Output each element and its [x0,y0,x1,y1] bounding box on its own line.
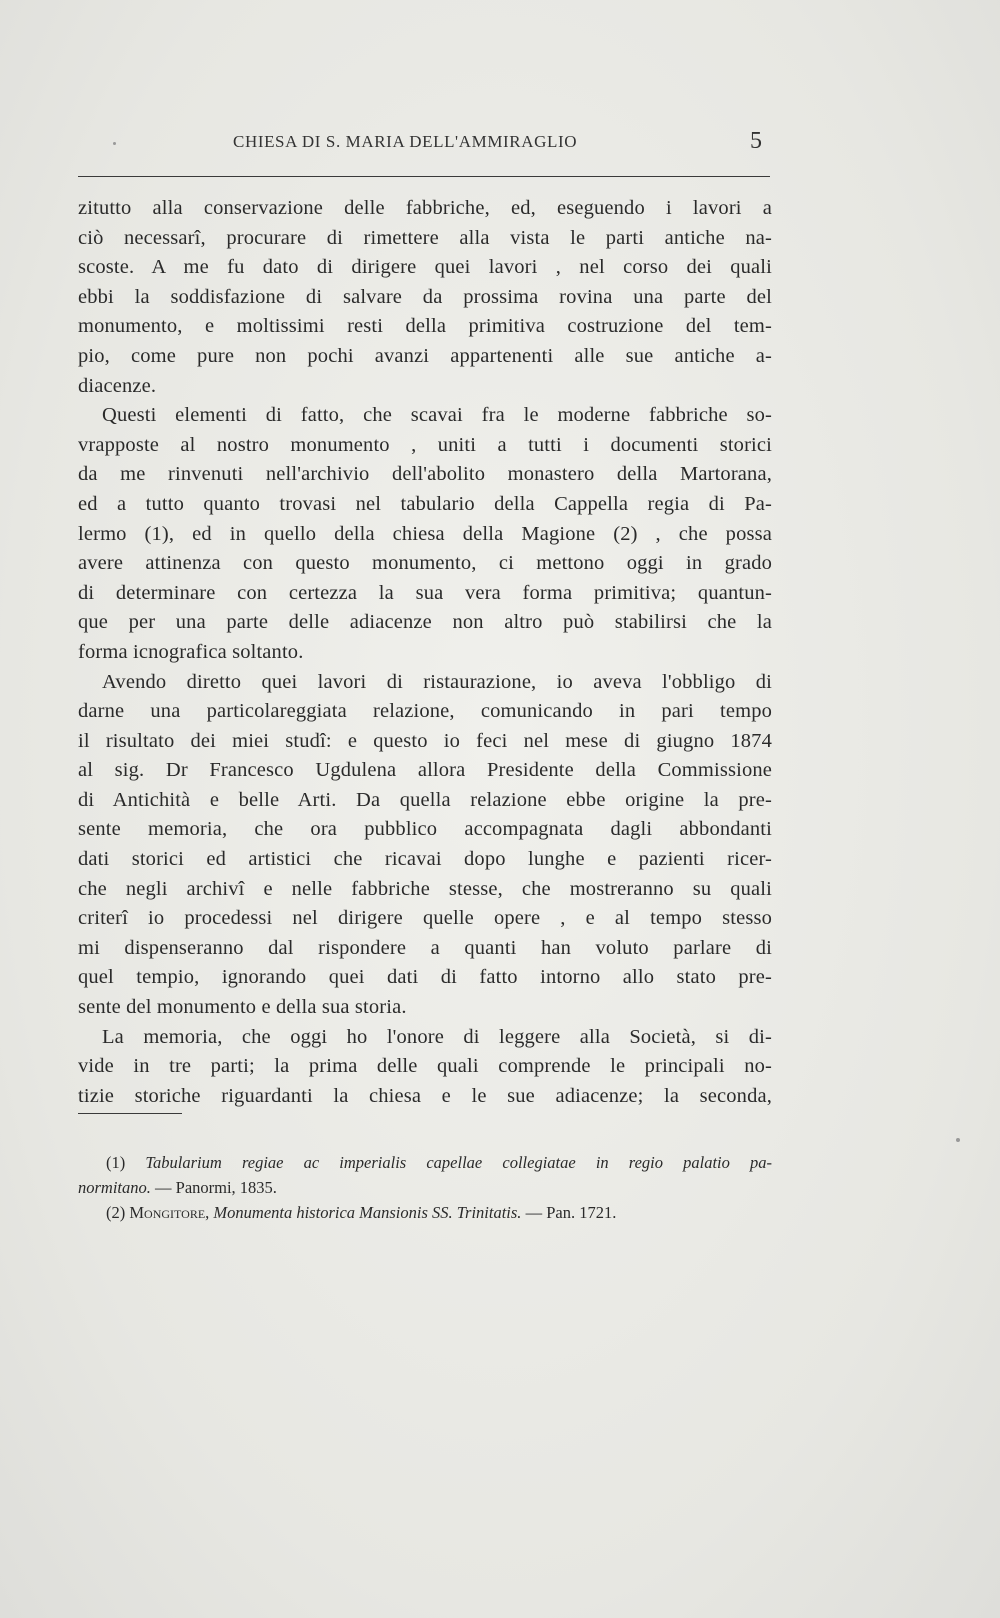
running-title: CHIESA DI S. MARIA DELL'AMMIRAGLIO [233,132,578,151]
text-line: di determinare con certezza la sua vera forma primitiva; quantun- [78,581,772,604]
paper-speck [956,1138,960,1142]
text-line: mi dispenseranno dal rispondere a quanti han voluto parlare di [78,936,772,959]
text-line: sente del monumento e della sua storia. [78,996,407,1019]
footnote-title: Monumenta historica Mansionis SS. Trinitatis. [213,1203,522,1222]
text-line: La memoria, che oggi ho l'onore di leggere alla Società, si di- [102,1025,772,1048]
text-line: avere attinenza con questo monumento, ci mettono oggi in grado [78,552,772,575]
body-text [78,194,772,1111]
text-line: criterî io procedessi nel dirigere quelle opere , e al tempo stesso [78,907,772,930]
running-head [78,128,768,158]
text-line: forma icnografica soltanto. [78,640,304,663]
text-line: tizie storiche riguardanti la chiesa e le sue adiacenze; la seconda, [78,1084,772,1107]
footnote-imprint: — Pan. 1721. [521,1203,617,1222]
text-line: sente memoria, che ora pubblico accompagnata dagli abbondanti [78,818,772,841]
text-line: quel tempio, ignorando quei dati di fatto intorno allo stato pre- [78,966,772,989]
text-line: pio, come pure non pochi avanzi appartenenti alle sue antiche a- [78,344,772,367]
footnote-imprint: — Panormi, 1835. [150,1178,277,1197]
text-line: di Antichità e belle Arti. Da quella relazione ebbe origine la pre- [78,788,772,811]
footnote-number: (1) [106,1153,126,1172]
text-line: ebbi la soddisfazione di salvare da prossima rovina una parte del [78,285,772,308]
text-line: da me rinvenuti nell'archivio dell'abolito monastero della Martorana, [78,463,772,486]
text-line: vide in tre parti; la prima delle quali comprende le principali no- [78,1055,772,1078]
text-line: che negli archivî e nelle fabbriche stesse, che mostreranno su quali [78,877,772,900]
text-line: vrapposte al nostro monumento , uniti a tutti i documenti storici [78,433,772,456]
text-line: darne una particolareggiata relazione, comunicando in pari tempo [78,700,772,723]
text-line: lermo (1), ed in quello della chiesa della Magione (2) , che possa [78,522,772,545]
text-line: diacenze. [78,374,157,397]
text-line: Questi elementi di fatto, che scavai fra le moderne fabbriche so- [102,404,772,427]
footnote-author: Mongitore, [129,1203,210,1222]
footnote-title: normitano. [78,1178,151,1197]
footnote-number: (2) [106,1203,126,1222]
text-line: al sig. Dr Francesco Ugdulena allora Presidente della Commissione [78,759,772,782]
footnotes [78,1150,772,1225]
footnote-title: Tabularium regiae ac imperialis capellae collegiatae in regio palatio pa- [145,1153,773,1172]
text-line: que per una parte delle adiacenze non altro può stabilirsi che la [78,611,772,634]
text-line: zitutto alla conservazione delle fabbriche, ed, eseguendo i lavori a [78,197,772,219]
footnote-1-continued [78,1175,772,1200]
footnote-rule [78,1113,182,1114]
text-line: scoste. A me fu dato di dirigere quei lavori , nel corso dei quali [78,256,772,279]
text-line: dati storici ed artistici che ricavai dopo lunghe e pazienti ricer- [78,848,772,871]
text-line: monumento, e moltissimi resti della primitiva costruzione del tem- [78,315,772,338]
footnote-1 [78,1150,772,1175]
paper-speck [113,142,116,145]
text-line: ciò necessarî, procurare di rimettere alla vista le parti antiche na- [78,226,772,249]
text-line: il risultato dei miei studî: e questo io feci nel mese di giugno 1874 [78,729,772,752]
text-line: ed a tutto quanto trovasi nel tabulario della Cappella regia di Pa- [78,492,772,515]
page-number: 5 [750,128,762,154]
header-rule [78,176,770,177]
text-line: Avendo diretto quei lavori di ristaurazione, io aveva l'obbligo di [102,670,772,693]
footnote-2 [78,1200,772,1225]
